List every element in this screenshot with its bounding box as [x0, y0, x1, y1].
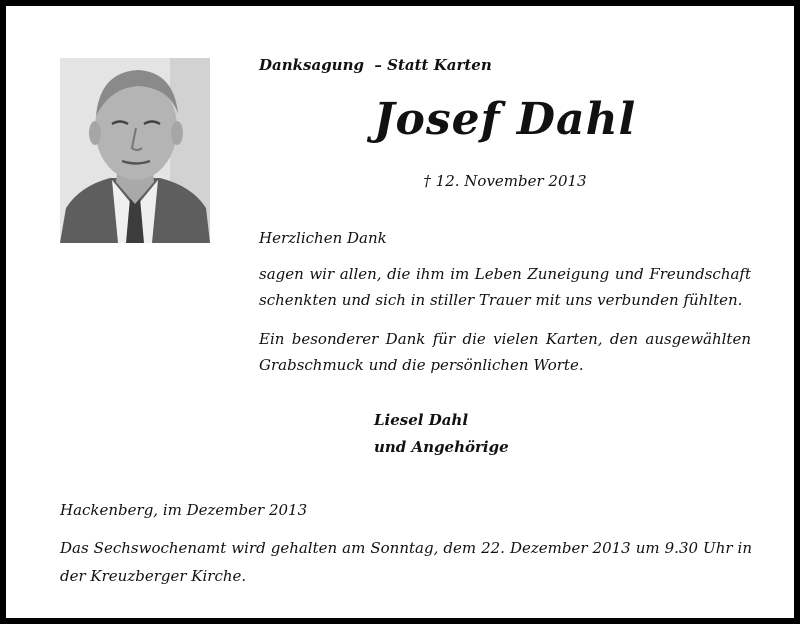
- service-announcement: Das Sechswochenamt wird gehalten am Sonntag, dem 22. Dezember 2013 um 9.30 Uhr in der Kreuzberger Kirche.: [60, 539, 752, 585]
- place-date: Hackenberg, im Dezember 2013: [60, 501, 308, 519]
- greeting-line: Herzlichen Dank: [259, 229, 387, 247]
- signature-block: [374, 407, 509, 461]
- signature-name: Liesel Dahl: [374, 411, 469, 429]
- special-thanks-paragraph: Ein besonderer Dank für die vielen Karten, den ausgewählten Grabschmuck und die persönlichen Worte.: [259, 330, 751, 374]
- thanks-paragraph: sagen wir allen, die ihm im Leben Zuneigung und Freundschaft schenkten und sich in stiller Trauer mit uns verbunden fühlten.: [259, 265, 751, 309]
- signature-family: und Angehörige: [374, 438, 509, 456]
- portrait-photo: [60, 58, 210, 243]
- deceased-name: Josef Dahl: [373, 94, 637, 145]
- death-date: † 12. November 2013: [423, 172, 587, 190]
- notice-heading: Danksagung – Statt Karten: [259, 56, 492, 74]
- portrait-photo-illustration: [60, 58, 210, 243]
